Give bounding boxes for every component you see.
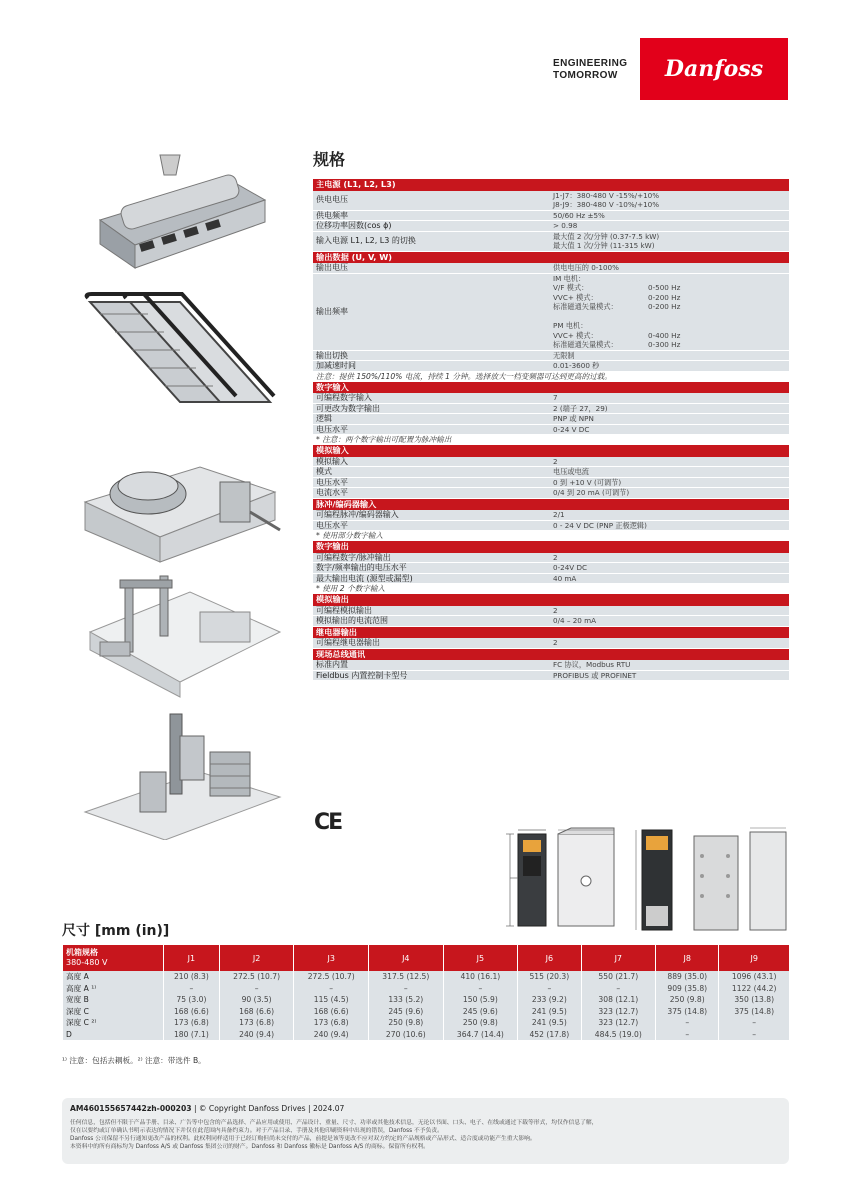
table-cell: 245 (9.6)	[369, 1006, 444, 1018]
column-header: J1	[164, 945, 220, 971]
table-cell: 245 (9.6)	[443, 1006, 518, 1018]
spec-value: 电压或电流	[553, 467, 589, 476]
spec-value: PROFIBUS 或 PROFINET	[553, 670, 637, 680]
spec-value-line: 最大值 2 次/分钟 (0.37-7.5 kW)	[553, 231, 660, 241]
table-cell: 115 (4.5)	[294, 994, 369, 1006]
spec-value: 0-24 V DC	[553, 424, 590, 434]
output-note: 注意：提供 150%/110% 电流，持续 1 分钟。选择放大一档变频器可达到更高的过载。	[316, 371, 612, 381]
table-cell: –	[443, 983, 518, 995]
drive-drawings-icon	[496, 826, 792, 936]
column-header: J9	[719, 945, 789, 971]
stacker-crane-illustration	[80, 712, 285, 840]
spec-value	[551, 221, 789, 231]
table-cell: 323 (12.7)	[581, 1006, 656, 1018]
spec-value: 2	[553, 605, 558, 615]
table-cell: 240 (9.4)	[219, 1029, 294, 1041]
logo-text: Danfoss	[664, 56, 764, 82]
carousel-machine-icon	[80, 442, 285, 570]
spec-row	[313, 191, 789, 211]
row-label: 高度 A	[63, 971, 164, 983]
table-cell: 909 (35.8)	[656, 983, 719, 995]
table-cell: 168 (6.6)	[219, 1006, 294, 1018]
spec-label: 模拟输出的电流范围	[316, 616, 388, 625]
escalator-illustration	[80, 292, 285, 420]
extruder-icon	[80, 150, 285, 278]
table-cell: 308 (12.1)	[581, 994, 656, 1006]
table-cell: –	[369, 983, 444, 995]
spec-label: Fieldbus 内置控制卡型号	[316, 670, 408, 680]
dimensions-note: ¹⁾ 注意：包括去耦板。²⁾ 注意：带选件 B。	[62, 1056, 206, 1065]
spec-row	[313, 221, 789, 232]
spec-value-line: > 0.98	[553, 221, 578, 230]
freq-subrow: VVC+ 模式： 0-200 Hz	[553, 292, 681, 302]
spec-row	[313, 211, 789, 222]
spec-value: 40 mA	[553, 573, 577, 583]
spec-row	[313, 361, 789, 372]
spec-label: 模拟输入	[316, 456, 348, 466]
main-supply-header: 主电源 (L1, L2, L3)	[313, 179, 789, 191]
enclosure-size-header: 机箱规格 380-480 V	[63, 945, 164, 971]
spec-value	[551, 274, 789, 350]
spec-label: 标准内置	[316, 660, 348, 669]
spec-label: 可编程脉冲/编码器输入	[316, 510, 399, 519]
freq-subrow: V/F 模式： 0-500 Hz	[553, 283, 681, 292]
spec-label: 供电电压	[316, 195, 348, 205]
palletizer-illustration	[80, 572, 285, 700]
table-cell: 180 (7.1)	[164, 1029, 220, 1041]
table-row	[63, 1006, 790, 1018]
table-cell: 241 (9.5)	[518, 1017, 581, 1029]
spec-label: 模式	[316, 467, 332, 476]
spec-row	[313, 467, 789, 478]
table-cell: –	[164, 983, 220, 995]
spec-row	[313, 660, 789, 671]
footer	[62, 1098, 789, 1164]
column-header: J5	[443, 945, 518, 971]
table-cell: 889 (35.0)	[656, 971, 719, 983]
table-cell: 233 (9.2)	[518, 994, 581, 1006]
relay-outputs-header: 继电器输出	[313, 627, 789, 639]
table-row	[63, 1029, 790, 1041]
spec-label: 可编程数字/脉冲输出	[316, 552, 391, 562]
disclaimer-line: 任何信息，包括但不限于产品手册、目录、广告等中包含的产品选择、产品应用或使用、产品设计、重量、尺寸、功率或其他技术信息，无论以书面、口头、电子、在线或通过下载等形式，均仅作信息了解，	[70, 1120, 598, 1126]
spec-value	[551, 191, 789, 210]
column-header: J3	[294, 945, 369, 971]
spec-row	[313, 574, 789, 585]
spec-value: 0-24V DC	[553, 563, 588, 572]
table-row	[63, 983, 790, 995]
spec-row	[313, 457, 789, 468]
table-cell: 250 (9.8)	[369, 1017, 444, 1029]
spec-row	[313, 351, 789, 362]
spec-row	[313, 521, 789, 532]
disclaimer-line: 仅在以要约或订单确认书明示表达的情况下并仅在此范围内具备约束力。对于产品目录、手册及其他印刷资料中出现的错误，Danfoss 不予负责。	[70, 1128, 443, 1134]
spec-value-line: PM 电机：	[553, 321, 588, 330]
spec-value: 0 - 24 V DC (PNP 正极逻辑)	[553, 520, 647, 530]
spec-row	[313, 638, 789, 649]
tagline-line-1: ENGINEERING	[553, 58, 628, 69]
spec-value: 2	[553, 456, 558, 466]
table-cell: 173 (6.8)	[219, 1017, 294, 1029]
spec-label: 加减速时间	[316, 361, 356, 370]
spec-label: 输出切换	[316, 350, 348, 360]
spec-row	[313, 510, 789, 521]
dimensions-header-row	[63, 945, 790, 971]
row-label: 深度 C ²⁾	[63, 1017, 164, 1029]
analog-outputs-header: 模拟输出	[313, 594, 789, 606]
ce-mark: CE	[314, 810, 342, 835]
spec-label: 电压水平	[316, 477, 348, 487]
spec-row	[313, 274, 789, 351]
spec-value: 7	[553, 393, 558, 402]
table-cell: –	[581, 983, 656, 995]
table-cell: 1122 (44.2)	[719, 983, 789, 995]
spec-row	[313, 478, 789, 489]
spec-row	[313, 414, 789, 425]
spec-label: 电流水平	[316, 488, 348, 497]
escalator-icon	[80, 292, 285, 420]
extruder-illustration	[80, 150, 285, 278]
table-cell: 75 (3.0)	[164, 994, 220, 1006]
table-cell: 1096 (43.1)	[719, 971, 789, 983]
digital-outputs-note: * 使用 2 个数字输入	[316, 584, 386, 593]
dimensions-table	[62, 945, 789, 1040]
spec-row	[313, 404, 789, 415]
row-label: 宽度 B	[63, 994, 164, 1006]
table-cell: 375 (14.8)	[719, 1006, 789, 1018]
table-cell: 550 (21.7)	[581, 971, 656, 983]
table-cell: 250 (9.8)	[656, 994, 719, 1006]
digital-inputs-header: 数字输入	[313, 382, 789, 394]
table-cell: 241 (9.5)	[518, 1006, 581, 1018]
digital-inputs-note: * 注意：两个数字输出可配置为脉冲输出	[316, 435, 452, 444]
table-cell: 272.5 (10.7)	[294, 971, 369, 983]
spec-label: 电压水平	[316, 520, 348, 530]
freq-subrow: VVC+ 模式： 0-400 Hz	[553, 330, 681, 340]
palletizer-icon	[80, 572, 285, 700]
dimensions-title: 尺寸 [mm (in)]	[62, 923, 170, 939]
table-cell: 250 (9.8)	[443, 1017, 518, 1029]
spec-value: 2	[553, 638, 558, 647]
fieldbus-header: 现场总线通讯	[313, 649, 789, 661]
table-cell: 240 (9.4)	[294, 1029, 369, 1041]
spec-row	[313, 393, 789, 404]
table-cell: 90 (3.5)	[219, 994, 294, 1006]
table-cell: –	[219, 983, 294, 995]
spec-value: 2/1	[553, 510, 565, 519]
spec-label: 输出频率	[316, 306, 348, 316]
table-cell: –	[719, 1029, 789, 1041]
output-data-header: 输出数据 (U, V, W)	[313, 252, 789, 264]
danfoss-logo	[640, 38, 788, 100]
spec-value-line: 最大值 1 次/分钟 (11-315 kW)	[553, 241, 655, 250]
dimension-drawings	[496, 826, 792, 936]
spec-label: 位移功率因数(cos ϕ)	[316, 221, 392, 230]
spec-value-line: 50/60 Hz ±5%	[553, 210, 605, 220]
table-cell: –	[656, 1017, 719, 1029]
column-header: J7	[581, 945, 656, 971]
spec-label: 可编程数字输入	[316, 393, 372, 402]
column-header: J8	[656, 945, 719, 971]
spec-label: 输入电源 L1, L2, L3 的切换	[316, 236, 416, 246]
table-cell: –	[656, 1029, 719, 1041]
spec-label: 可编程继电器输出	[316, 638, 380, 647]
table-row	[63, 1017, 790, 1029]
table-cell: 150 (5.9)	[443, 994, 518, 1006]
spec-label: 输出电压	[316, 263, 348, 272]
table-cell: 452 (17.8)	[518, 1029, 581, 1041]
spec-value: 2 (端子 27，29)	[553, 403, 608, 413]
column-header: J6	[518, 945, 581, 971]
spec-label: 最大输出电流 (源型或漏型)	[316, 573, 413, 583]
spec-label: 数字/频率输出的电压水平	[316, 563, 407, 572]
spec-row	[313, 425, 789, 436]
spec-value	[551, 232, 789, 251]
tagline-line-2: TOMORROW	[553, 70, 618, 81]
spec-value-line: 无限制	[553, 350, 575, 360]
table-cell: 168 (6.6)	[294, 1006, 369, 1018]
spec-value	[551, 211, 789, 221]
spec-value: 0/4 – 20 mA	[553, 616, 597, 625]
column-header: J4	[369, 945, 444, 971]
table-row	[63, 971, 790, 983]
table-cell: 173 (6.8)	[294, 1017, 369, 1029]
carousel-machine-illustration	[80, 442, 285, 570]
spec-row	[313, 553, 789, 564]
table-cell: 375 (14.8)	[656, 1006, 719, 1018]
spec-value	[551, 263, 789, 273]
spec-value: 0 到 +10 V (可调节)	[553, 477, 622, 487]
disclaimer-line: Danfoss 公司保留不另行通知更改产品的权利。此权利同样适用于已经订购但尚未交付的产品，前提是该等更改不应对双方约定的产品规格或产品形式、适合度或功能产生重大影响。	[70, 1136, 536, 1142]
table-cell: 210 (8.3)	[164, 971, 220, 983]
pulse-inputs-note: * 使用部分数字输入	[316, 531, 383, 540]
spec-row	[313, 616, 789, 627]
spec-value-line: 供电电压的 0-100%	[553, 263, 619, 272]
table-cell: –	[518, 983, 581, 995]
spec-row	[313, 263, 789, 274]
spec-value-line: 0.01-3600 秒	[553, 361, 600, 370]
spec-value	[551, 361, 789, 371]
table-cell: 410 (16.1)	[443, 971, 518, 983]
spec-label: 可更改为数字输出	[316, 403, 380, 413]
table-cell: 350 (13.8)	[719, 994, 789, 1006]
table-cell: 515 (20.3)	[518, 971, 581, 983]
row-label: D	[63, 1029, 164, 1041]
specifications-section	[313, 152, 789, 681]
spec-value: 2	[553, 552, 558, 562]
table-cell: 168 (6.6)	[164, 1006, 220, 1018]
table-cell: 270 (10.6)	[369, 1029, 444, 1041]
table-cell: –	[719, 1017, 789, 1029]
spec-value: PNP 或 NPN	[553, 414, 594, 423]
row-label: 高度 A ¹⁾	[63, 983, 164, 995]
table-row	[63, 994, 790, 1006]
table-cell: 173 (6.8)	[164, 1017, 220, 1029]
spec-label: 电压水平	[316, 424, 348, 434]
spec-row	[313, 232, 789, 252]
spec-value: 0/4 到 20 mA (可调节)	[553, 488, 630, 497]
spec-label: 逻辑	[316, 414, 332, 423]
spec-value-line: J8-J9：380-480 V -10%/+10%	[553, 200, 660, 209]
table-cell: 133 (5.2)	[369, 994, 444, 1006]
spec-label: 可编程模拟输出	[316, 605, 372, 615]
spec-row	[313, 488, 789, 499]
spec-row	[313, 563, 789, 574]
row-label: 深度 C	[63, 1006, 164, 1018]
spec-row	[313, 671, 789, 682]
spec-row	[313, 606, 789, 617]
table-cell: 317.5 (12.5)	[369, 971, 444, 983]
digital-outputs-header: 数字输出	[313, 541, 789, 553]
freq-subrow: 标准磁通矢量模式： 0-200 Hz	[553, 302, 681, 311]
disclaimer-line: 本资料中的所有商标均为 Danfoss A/S 或 Danfoss 集团公司的财产。Danfoss 和 Danfoss 徽标是 Danfoss A/S 的商标。保留所有权利。	[70, 1144, 429, 1150]
analog-inputs-header: 模拟输入	[313, 445, 789, 457]
table-cell: 484.5 (19.0)	[581, 1029, 656, 1041]
pulse-inputs-header: 脉冲/编码器输入	[313, 499, 789, 511]
spec-value-line: IM 电机：	[553, 273, 586, 283]
spec-label: 供电频率	[316, 210, 348, 220]
spec-value-line: J1-J7：380-480 V -15%/+10%	[553, 190, 660, 200]
spec-title: 规格	[313, 150, 346, 169]
document-code: AM460155657442zh-000203 | © Copyright Danfoss Drives | 2024.07	[70, 1104, 345, 1113]
spec-value: FC 协议，Modbus RTU	[553, 660, 631, 669]
table-cell: 364.7 (14.4)	[443, 1029, 518, 1041]
table-cell: 323 (12.7)	[581, 1017, 656, 1029]
engineering-tomorrow-tagline	[553, 58, 627, 82]
column-header: J2	[219, 945, 294, 971]
table-cell: 272.5 (10.7)	[219, 971, 294, 983]
table-cell: –	[294, 983, 369, 995]
spec-value	[551, 351, 789, 361]
stacker-crane-icon	[80, 712, 285, 840]
copyright: | © Copyright Danfoss Drives | 2024.07	[191, 1104, 345, 1113]
freq-subrow: 标准磁通矢量模式： 0-300 Hz	[553, 340, 681, 349]
